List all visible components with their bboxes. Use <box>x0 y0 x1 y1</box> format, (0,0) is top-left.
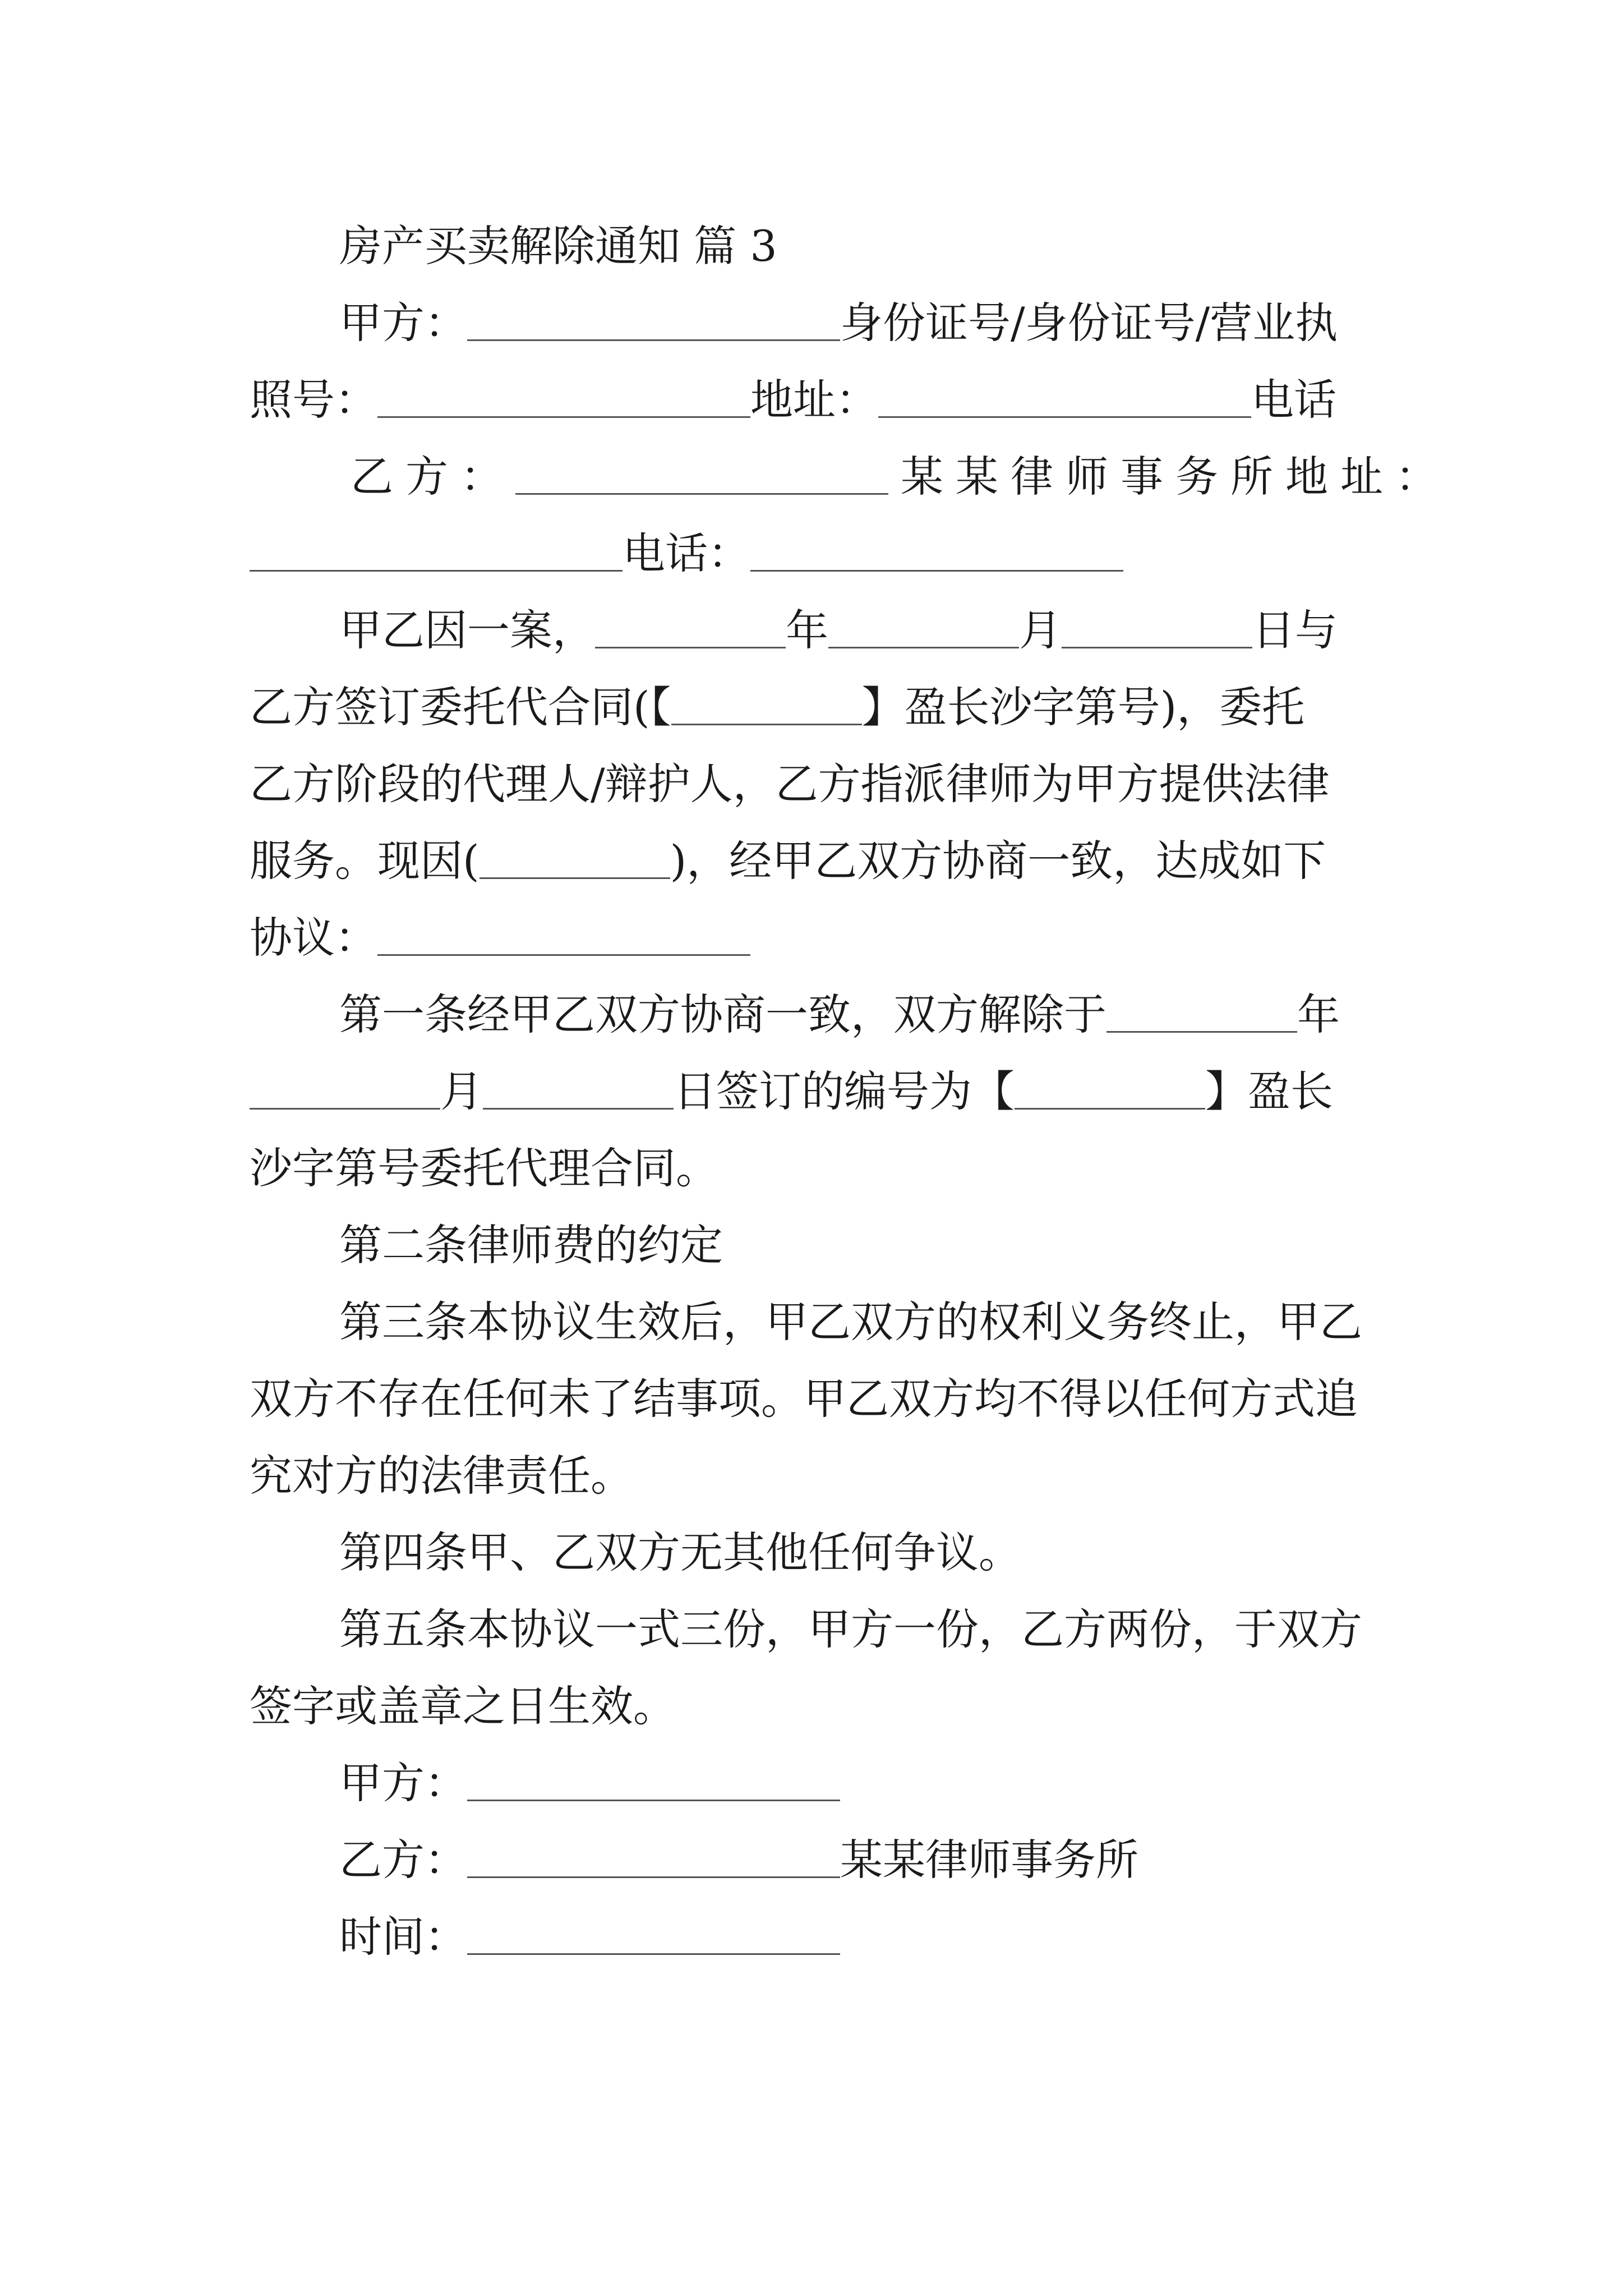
blank-yi-name[interactable] <box>515 457 888 495</box>
blank-day[interactable] <box>1062 611 1252 648</box>
article-2: 第二条律师费的约定 <box>339 1220 723 1270</box>
intro-line-4: 服务。现因( )，经甲乙双方协商一致，达成如下 <box>250 836 1326 886</box>
article-5-line-2: 签字或盖章之日生效。 <box>250 1681 676 1731</box>
blank-firm-phone[interactable] <box>750 534 1123 572</box>
blank-month[interactable] <box>828 611 1019 648</box>
blank-firm-address[interactable] <box>250 534 623 572</box>
intro-line-2: 乙方签订委托代合同(【 】盈长沙字第号)，委托 <box>250 682 1305 732</box>
document-body <box>250 208 1450 1975</box>
blank-contract-number[interactable] <box>1015 1072 1205 1110</box>
article-5-line-1: 第五条本协议一式三份，甲方一份，乙方两份，于双方 <box>339 1604 1362 1654</box>
article-1-line-3: 沙字第号委托代理合同。 <box>250 1143 718 1193</box>
blank-rescind-year[interactable] <box>1106 995 1297 1033</box>
blank-license-number[interactable] <box>377 380 750 418</box>
intro-line-5: 协议： <box>250 899 1388 976</box>
article-3-line-3: 究对方的法律责任。 <box>250 1451 633 1501</box>
article-1-line-2: 月 日签订的编号为【 】盈长 <box>250 1053 1388 1130</box>
signature-time: 时间： <box>250 1898 1388 1975</box>
signature-jia: 甲方： <box>250 1745 1388 1821</box>
party-jia-line: 甲方： 身份证号/身份证号/营业执 <box>339 298 1338 348</box>
blank-year[interactable] <box>595 611 786 648</box>
blank-sign-jia[interactable] <box>467 1764 840 1801</box>
article-3-line-1: 第三条本协议生效后，甲乙双方的权利义务终止，甲乙 <box>339 1297 1362 1347</box>
blank-sign-yi[interactable] <box>467 1841 840 1878</box>
intro-line-3: 乙方阶段的代理人/辩护人，乙方指派律师为甲方提供法律 <box>250 759 1330 809</box>
document-title: 房产买卖解除通知 篇 3 <box>339 221 777 271</box>
party-yi-phone-line: 电话： <box>250 515 1388 592</box>
party-yi-line: 乙方： 某某律师事务所地址： <box>351 452 1450 501</box>
blank-rescind-month[interactable] <box>250 1072 440 1110</box>
blank-jia-name[interactable] <box>467 303 840 341</box>
blank-agreement[interactable] <box>377 918 750 956</box>
blank-jia-address[interactable] <box>878 380 1251 418</box>
blank-reason[interactable] <box>479 841 670 879</box>
article-1-line-1: 第一条经甲乙双方协商一致，双方解除于 年 <box>339 990 1340 1039</box>
party-jia-contact-line: 照号： 地址： 电话 <box>250 375 1336 425</box>
blank-sign-time[interactable] <box>467 1917 840 1955</box>
intro-line-1: 甲乙因一案， 年 月 日与 <box>339 605 1338 655</box>
blank-rescind-day[interactable] <box>483 1072 674 1110</box>
article-4: 第四条甲、乙双方无其他任何争议。 <box>339 1527 1021 1577</box>
blank-contract-year[interactable] <box>671 688 862 725</box>
article-3-line-2: 双方不存在任何未了结事项。甲乙双方均不得以任何方式追 <box>250 1374 1358 1424</box>
signature-yi: 乙方： 某某律师事务所 <box>339 1835 1138 1885</box>
